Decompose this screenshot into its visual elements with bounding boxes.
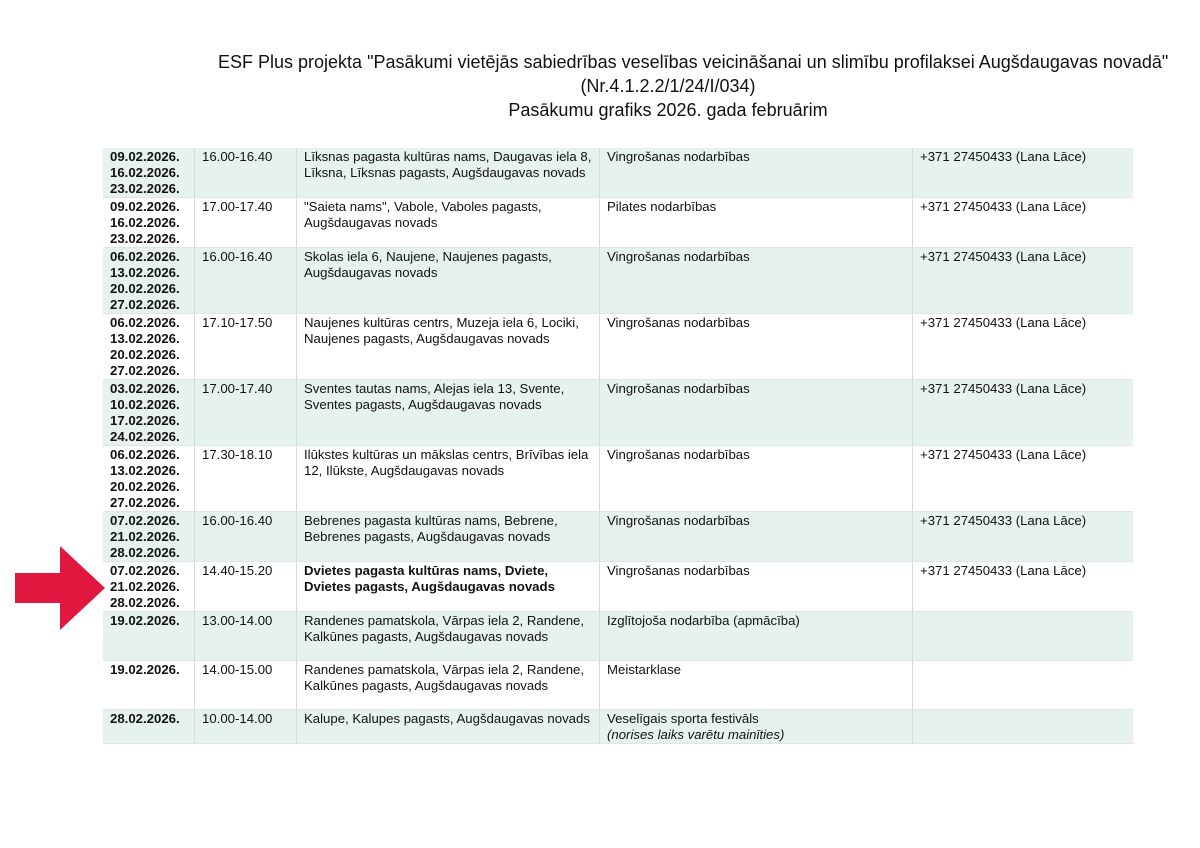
event-date: 06.02.2026. <box>110 447 180 462</box>
event-contact: +371 27450433 (Lana Lāce) <box>913 148 1134 198</box>
event-time: 14.40-15.20 <box>195 562 297 612</box>
event-date: 19.02.2026. <box>110 613 180 628</box>
event-time: 14.00-15.00 <box>195 661 297 710</box>
event-date: 20.02.2026. <box>110 347 180 362</box>
event-date: 06.02.2026. <box>110 249 180 264</box>
event-date: 21.02.2026. <box>110 579 180 594</box>
event-location: Skolas iela 6, Naujene, Naujenes pagasts, Augšdaugavas novads <box>297 248 600 314</box>
event-date: 06.02.2026. <box>110 315 180 330</box>
activity-label: Vingrošanas nodarbības <box>607 381 750 396</box>
event-activity <box>600 661 913 710</box>
table-row <box>103 248 1133 314</box>
event-contact: +371 27450433 (Lana Lāce) <box>913 512 1134 562</box>
event-activity <box>600 512 913 562</box>
activity-label: Veselīgais sporta festivāls <box>607 711 759 726</box>
event-dates <box>103 380 195 446</box>
event-location: Bebrenes pagasta kultūras nams, Bebrene, Bebrenes pagasts, Augšdaugavas novads <box>297 512 600 562</box>
event-date: 13.02.2026. <box>110 331 180 346</box>
event-activity <box>600 562 913 612</box>
event-activity <box>600 314 913 380</box>
table-row <box>103 446 1133 512</box>
event-date: 28.02.2026. <box>110 545 180 560</box>
table-row <box>103 562 1133 612</box>
event-dates <box>103 612 195 661</box>
event-activity <box>600 612 913 661</box>
document-header <box>100 50 1200 122</box>
event-date: 27.02.2026. <box>110 495 180 510</box>
event-location: Randenes pamatskola, Vārpas iela 2, Randene, Kalkūnes pagasts, Augšdaugavas novads <box>297 661 600 710</box>
table-row <box>103 710 1133 744</box>
event-date: 24.02.2026. <box>110 429 180 444</box>
right-arrow-icon <box>15 546 105 630</box>
event-contact: +371 27450433 (Lana Lāce) <box>913 380 1134 446</box>
event-date: 20.02.2026. <box>110 479 180 494</box>
event-date: 21.02.2026. <box>110 529 180 544</box>
event-date: 20.02.2026. <box>110 281 180 296</box>
event-dates <box>103 512 195 562</box>
event-date: 28.02.2026. <box>110 595 180 610</box>
event-time: 16.00-16.40 <box>195 148 297 198</box>
event-date: 27.02.2026. <box>110 363 180 378</box>
activity-label: Vingrošanas nodarbības <box>607 149 750 164</box>
event-location: Kalupe, Kalupes pagasts, Augšdaugavas novads <box>297 710 600 744</box>
table-row <box>103 661 1133 710</box>
table-row <box>103 380 1133 446</box>
event-time: 17.30-18.10 <box>195 446 297 512</box>
event-activity <box>600 248 913 314</box>
event-activity <box>600 446 913 512</box>
schedule-table <box>103 148 1133 744</box>
event-date: 13.02.2026. <box>110 463 180 478</box>
event-time: 17.10-17.50 <box>195 314 297 380</box>
event-time: 17.00-17.40 <box>195 380 297 446</box>
event-location: "Saieta nams", Vabole, Vaboles pagasts, Augšdaugavas novads <box>297 198 600 248</box>
table-row <box>103 512 1133 562</box>
event-date: 23.02.2026. <box>110 181 180 196</box>
event-date: 09.02.2026. <box>110 199 180 214</box>
event-contact <box>913 710 1134 744</box>
event-location: Sventes tautas nams, Alejas iela 13, Svente, Sventes pagasts, Augšdaugavas novads <box>297 380 600 446</box>
event-location: Randenes pamatskola, Vārpas iela 2, Randene, Kalkūnes pagasts, Augšdaugavas novads <box>297 612 600 661</box>
activity-label: Vingrošanas nodarbības <box>607 315 750 330</box>
event-contact: +371 27450433 (Lana Lāce) <box>913 198 1134 248</box>
event-contact: +371 27450433 (Lana Lāce) <box>913 248 1134 314</box>
project-title: ESF Plus projekta "Pasākumi vietējās sabiedrības veselības veicināšanai un slimību profilaksei Augšdaugavas novadā" <box>218 52 1169 72</box>
event-activity <box>600 710 913 744</box>
event-date: 16.02.2026. <box>110 215 180 230</box>
event-activity <box>600 148 913 198</box>
event-location: Naujenes kultūras centrs, Muzeja iela 6, Lociki, Naujenes pagasts, Augšdaugavas novads <box>297 314 600 380</box>
activity-note: (norises laiks varētu mainīties) <box>607 727 785 742</box>
event-date: 28.02.2026. <box>110 711 180 726</box>
event-date: 16.02.2026. <box>110 165 180 180</box>
table-row <box>103 148 1133 198</box>
event-time: 16.00-16.40 <box>195 512 297 562</box>
event-contact: +371 27450433 (Lana Lāce) <box>913 446 1134 512</box>
event-location: Ilūkstes kultūras un mākslas centrs, Brīvības iela 12, Ilūkste, Augšdaugavas novads <box>297 446 600 512</box>
event-location: Dvietes pagasta kultūras nams, Dviete, Dvietes pagasts, Augšdaugavas novads <box>297 562 600 612</box>
table-row <box>103 198 1133 248</box>
activity-label: Vingrošanas nodarbības <box>607 563 750 578</box>
event-date: 23.02.2026. <box>110 231 180 246</box>
event-time: 10.00-14.00 <box>195 710 297 744</box>
event-contact: +371 27450433 (Lana Lāce) <box>913 314 1134 380</box>
event-dates <box>103 148 195 198</box>
event-date: 07.02.2026. <box>110 563 180 578</box>
event-activity <box>600 380 913 446</box>
table-row <box>103 612 1133 661</box>
activity-label: Pilates nodarbības <box>607 199 717 214</box>
event-dates <box>103 446 195 512</box>
event-dates <box>103 710 195 744</box>
event-dates <box>103 198 195 248</box>
event-dates <box>103 661 195 710</box>
event-time: 13.00-14.00 <box>195 612 297 661</box>
table-row <box>103 314 1133 380</box>
event-contact <box>913 661 1134 710</box>
project-number: (Nr.4.1.2.2/1/24/I/034) <box>580 76 756 96</box>
event-time: 16.00-16.40 <box>195 248 297 314</box>
schedule-title: Pasākumu grafiks 2026. gada februārim <box>508 100 828 120</box>
event-dates <box>103 562 195 612</box>
activity-label: Vingrošanas nodarbības <box>607 513 750 528</box>
event-date: 09.02.2026. <box>110 149 180 164</box>
event-date: 07.02.2026. <box>110 513 180 528</box>
event-date: 17.02.2026. <box>110 413 180 428</box>
activity-label: Vingrošanas nodarbības <box>607 249 750 264</box>
activity-label: Meistarklase <box>607 662 682 677</box>
event-contact <box>913 612 1134 661</box>
event-dates <box>103 248 195 314</box>
activity-label: Vingrošanas nodarbības <box>607 447 750 462</box>
event-date: 27.02.2026. <box>110 297 180 312</box>
event-location: Līksnas pagasta kultūras nams, Daugavas iela 8, Līksna, Līksnas pagasts, Augšdaugavas novads <box>297 148 600 198</box>
event-activity <box>600 198 913 248</box>
activity-label: Izglītojoša nodarbība (apmācība) <box>607 613 800 628</box>
event-date: 10.02.2026. <box>110 397 180 412</box>
event-dates <box>103 314 195 380</box>
event-date: 03.02.2026. <box>110 381 180 396</box>
event-date: 13.02.2026. <box>110 265 180 280</box>
event-date: 19.02.2026. <box>110 662 180 677</box>
event-time: 17.00-17.40 <box>195 198 297 248</box>
event-contact: +371 27450433 (Lana Lāce) <box>913 562 1134 612</box>
